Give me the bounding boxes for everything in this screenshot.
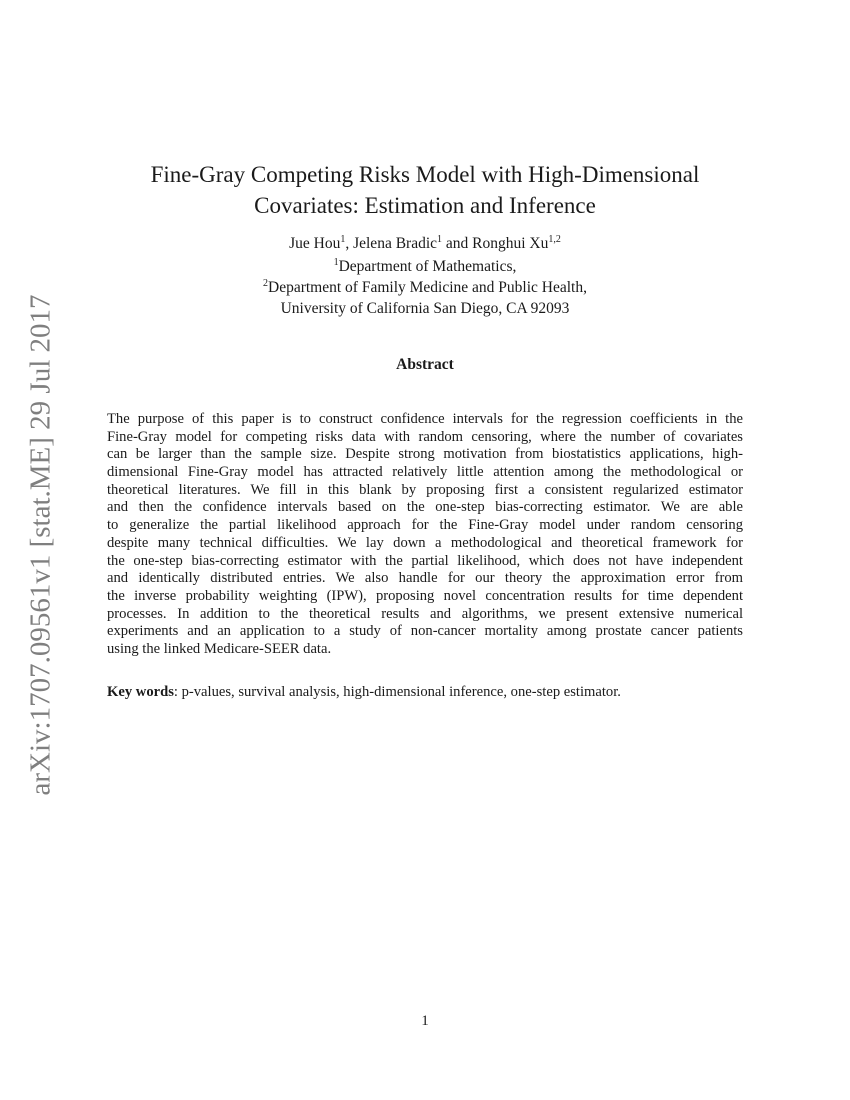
abstract-line: theoretical literatures. We fill in this blank by proposing first a consistent regularized estimator (107, 481, 743, 498)
abstract-line: the one-step bias-correcting estimator with the partial likelihood, which does not have independent (107, 552, 743, 569)
author-affiliation-mark: 1 (437, 234, 443, 245)
author-name: Ronghui Xu (472, 235, 549, 252)
abstract-line: experiments and an application to a study of non-cancer mortality among prostate cancer patients (107, 623, 743, 640)
page-number: 1 (421, 1013, 429, 1029)
abstract-line: can be larger than the sample size. Despite strong motivation from biostatistics applications, high- (107, 446, 743, 463)
keywords-label: Key words (107, 684, 174, 700)
affiliation (0, 257, 850, 276)
separator: and (442, 235, 473, 252)
abstract-body (107, 411, 743, 659)
affiliation-mark: 1 (333, 257, 339, 268)
affiliation-mark: 2 (263, 278, 269, 289)
author-affiliation-mark: 1 (340, 234, 346, 245)
author-name: Jue Hou (289, 235, 341, 252)
author-affiliation-mark: 1,2 (548, 234, 561, 245)
abstract-heading: Abstract (396, 356, 454, 373)
authors (0, 234, 850, 253)
abstract-line: using the linked Medicare-SEER data. (107, 640, 332, 657)
abstract-line: The purpose of this paper is to construct confidence intervals for the regression coefficients in the (107, 411, 743, 427)
affiliation-text: Department of Family Medicine and Public Health, (268, 279, 587, 296)
abstract-line: and identically distributed entries. We also handle for our theory the approximation error from (107, 570, 743, 587)
abstract-line: to generalize the partial likelihood approach for the Fine-Gray model under random censoring (107, 517, 743, 534)
abstract-line: processes. In addition to the theoretical results and algorithms, we present extensive numerical (107, 605, 743, 622)
title-line-2: Covariates: Estimation and Inference (254, 193, 596, 218)
abstract-line: Fine-Gray model for competing risks data with random censoring, where the number of covariates (107, 428, 743, 445)
author-name: Jelena Bradic (353, 235, 438, 252)
keywords (107, 683, 621, 701)
title-line-1: Fine-Gray Competing Risks Model with High-Dimensional (150, 162, 700, 187)
arxiv-stamp: arXiv:1707.09561v1 [stat.ME] 29 Jul 2017 (24, 294, 57, 796)
abstract-line: despite many technical difficulties. We lay down a methodological and theoretical framework for (107, 534, 743, 551)
affiliation (0, 278, 850, 297)
keywords-text: : p-values, survival analysis, high-dimensional inference, one-step estimator. (173, 684, 621, 700)
affiliation (0, 299, 850, 318)
abstract-line: the inverse probability weighting (IPW), proposing novel concentration results for time dependent (107, 587, 743, 604)
separator: , (345, 235, 354, 252)
affiliation-text: Department of Mathematics, (338, 258, 517, 275)
abstract-line: dimensional Fine-Gray model has attracted relatively little attention among the methodological or (107, 464, 743, 481)
abstract-line: and then the confidence intervals based on the one-step bias-correcting estimator. We are able (107, 499, 743, 516)
affiliation-text: University of California San Diego, CA 92093 (280, 300, 570, 317)
